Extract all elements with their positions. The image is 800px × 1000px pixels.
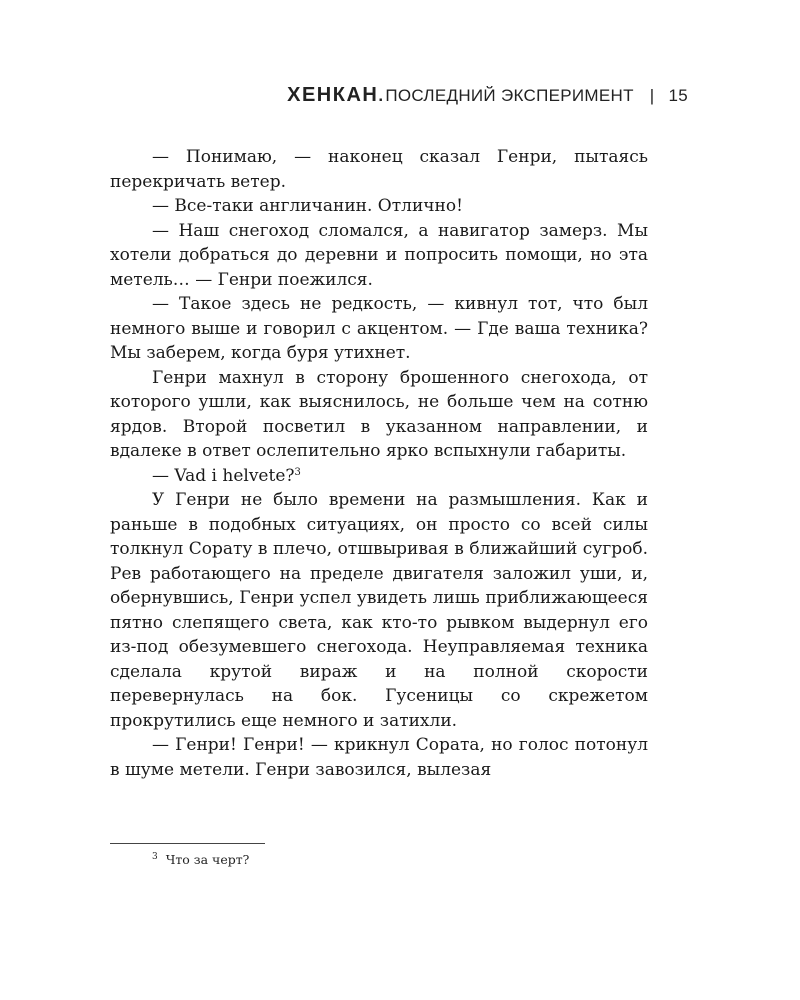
main-text bbox=[110, 145, 648, 782]
paragraph: — Генри! Генри! — крикнул Сората, но голос потонул в шуме метели. Генри завозился, вылезая bbox=[110, 735, 648, 780]
paragraph: У Генри не было времени на размышления. Как и раньше в подобных ситуациях, он просто со всей силы толкнул Сорату в плечо, отшвыривая в ближайший сугроб. Рев работающего на пределе двигателя заложил уши, и, обернувшись, Генри успел увидеть лишь приближающееся пятно слепящего света, как кто-то рывком выдернул его из-под обезумевшего снегохода. Неуправляемая техника сделала крутой вираж и на полной скорости перевернулась на бок. Гусеницы со скрежетом прокрутились еще немного и затихли. bbox=[110, 490, 648, 731]
paragraph: — Все-таки англичанин. Отлично! bbox=[152, 196, 463, 216]
paragraph: Генри махнул в сторону брошенного снегохода, от которого ушли, как выяснилось, не больше чем на сотню ярдов. Второй посветил в указанном направлении, и вдалеке в ответ ослепительно ярко вспыхнули габариты. bbox=[110, 367, 648, 461]
footnote-rule bbox=[110, 843, 265, 844]
series-brand: ХЕНКАН bbox=[287, 84, 379, 106]
paragraph-with-footnote bbox=[110, 464, 648, 489]
brand-dot: . bbox=[378, 86, 384, 105]
paragraph: — Такое здесь не редкость, — кивнул тот, что был немного выше и говорил с акцентом. — Где ваша техника? Мы заберем, когда буря утихнет. bbox=[110, 294, 648, 363]
running-header bbox=[287, 84, 688, 107]
page-number: 15 bbox=[668, 86, 688, 105]
footnote bbox=[152, 852, 249, 867]
paragraph: — Наш снегоход сломался, а навигатор замерз. Мы хотели добраться до деревни и попросить помощи, но эта метель… — Генри поежился. bbox=[110, 220, 648, 290]
footnote-number: 3 bbox=[152, 852, 158, 862]
footnote-ref: 3 bbox=[294, 466, 301, 478]
book-subtitle: ПОСЛЕДНИЙ ЭКСПЕРИМЕНТ bbox=[385, 86, 634, 105]
paragraph-text: — Vad i helvete? bbox=[152, 465, 295, 486]
footnote-text: Что за черт? bbox=[165, 852, 250, 867]
paragraph: — Понимаю, — наконец сказал Генри, пытаясь перекричать ветер. bbox=[110, 147, 648, 192]
header-separator: | bbox=[649, 86, 655, 105]
